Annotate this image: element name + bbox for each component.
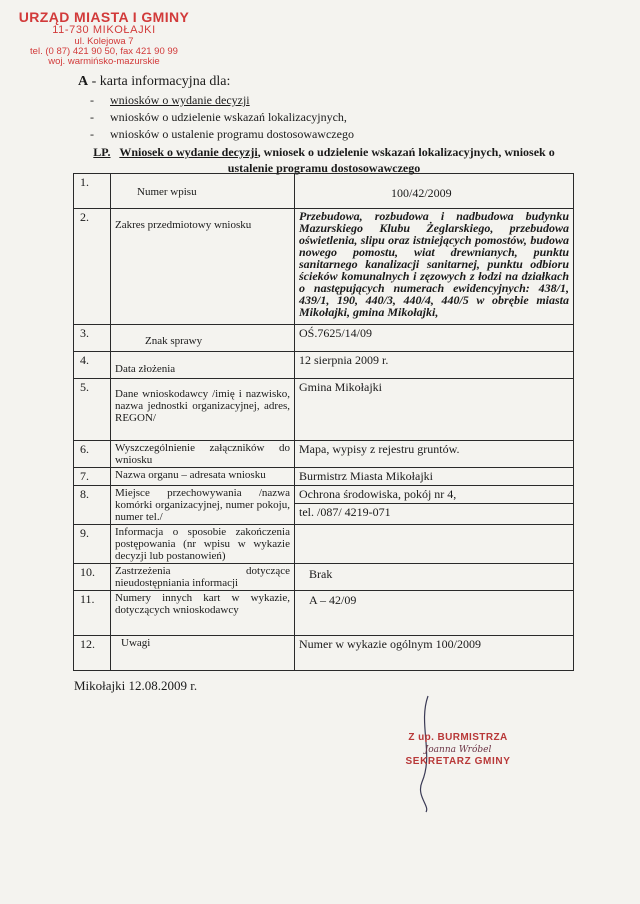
row-number: 6. xyxy=(74,441,111,468)
list-item: - wniosków o udzielenie wskazań lokalizacyjnych, xyxy=(90,109,354,126)
row-value: A – 42/09 xyxy=(295,591,574,636)
row-value: Brak xyxy=(295,564,574,591)
table-title xyxy=(74,144,574,176)
signature-stamp xyxy=(388,732,528,768)
list-item: - wniosków o wydanie decyzji xyxy=(90,92,354,109)
row-label: Nazwa organu – adresata wniosku xyxy=(111,468,295,486)
signature-title: SEKRETARZ GMINY xyxy=(405,755,511,767)
title-part-3: ustalenie programu dostosowawczego xyxy=(227,161,421,175)
row-value: Numer w wykazie ogólnym 100/2009 xyxy=(295,636,574,671)
card-heading-text: - karta informacyjna dla: xyxy=(91,74,231,89)
row-number: 11. xyxy=(74,591,111,636)
row-label: Zastrzeżenia dotyczące nieudostępniania informacji xyxy=(111,564,295,591)
card-type-list xyxy=(90,92,354,143)
row-number: 2. xyxy=(74,209,111,325)
row-number: 1. xyxy=(74,174,111,209)
table-row xyxy=(74,379,574,441)
card-heading xyxy=(78,74,230,90)
table-row xyxy=(74,564,574,591)
table-row xyxy=(74,486,574,525)
stamp-line-2: 11-730 MIKOŁAJKI xyxy=(52,24,156,37)
table-row xyxy=(74,352,574,379)
row-value xyxy=(295,525,574,564)
row-label: Numer wpisu xyxy=(111,174,295,209)
table-row xyxy=(74,325,574,352)
row-value: OŚ.7625/14/09 xyxy=(295,325,574,352)
signature-name: Joanna Wróbel xyxy=(424,744,492,755)
stamp-line-3: ul. Kolejowa 7 xyxy=(74,35,134,47)
row-value xyxy=(295,486,574,525)
row-label: Informacja o sposobie zakończenia postępowania (nr wpisu w wykazie decyzji lub postanowień) xyxy=(111,525,295,564)
row-value: Burmistrz Miasta Mikołajki xyxy=(295,468,574,486)
lp-label: LP. xyxy=(93,145,111,159)
table-row xyxy=(74,636,574,671)
row-value: Gmina Mikołajki xyxy=(295,379,574,441)
storage-location: Ochrona środowiska, pokój nr 4, xyxy=(295,486,573,504)
stamp-line-5: woj. warmińsko-mazurskie xyxy=(48,56,160,68)
stamp-line-1: URZĄD MIASTA I GMINY xyxy=(18,9,190,25)
table-row xyxy=(74,591,574,636)
list-item: - wniosków o ustalenie programu dostosowawczego xyxy=(90,126,354,143)
table-row xyxy=(74,441,574,468)
row-label: Znak sprawy xyxy=(111,325,295,352)
row-number: 3. xyxy=(74,325,111,352)
row-label: Miejsce przechowywania /nazwa komórki organizacyjnej, numer pokoju, numer tel./ xyxy=(111,486,295,525)
row-label: Data złożenia xyxy=(111,352,295,379)
table-row xyxy=(74,209,574,325)
row-label: Uwagi xyxy=(111,636,295,671)
table-row xyxy=(74,468,574,486)
title-part-1: Wniosek o wydanie decyzji xyxy=(119,145,258,159)
info-card-table xyxy=(73,173,574,671)
row-value: Przebudowa, rozbudowa i nadbudowa budynku Mazurskiego Klubu Żeglarskiego, przebudowa oświetlenia, slipu oraz istniejących pomostów, budowa nowego pomostu, wiat drewnianych, punktu sanitarnego kanalizacji sanitarnej, punktu odbioru ścieków komunalnych i zęzowych z łodzi na działkach o następujących numerach ewidencyjnych: 438/1, 439/1, 190, 440/3, 440/4, 440/5 w obrębie miasta Mikołajki, gmina Mikołajki, xyxy=(295,209,574,325)
row-label: Dane wnioskodawcy /imię i nazwisko, nazwa jednostki organizacyjnej, adres, REGON/ xyxy=(111,379,295,441)
row-value: 100/42/2009 xyxy=(295,174,574,209)
signature-line-1: Z up. BURMISTRZA xyxy=(408,732,508,743)
row-label: Numery innych kart w wykazie, dotyczących wnioskodawcy xyxy=(111,591,295,636)
row-label: Wyszczególnienie załączników do wniosku xyxy=(111,441,295,468)
row-label: Zakres przedmiotowy wniosku xyxy=(111,209,295,325)
table-row xyxy=(74,174,574,209)
row-value: Mapa, wypisy z rejestru gruntów. xyxy=(295,441,574,468)
row-number: 7. xyxy=(74,468,111,486)
row-number: 12. xyxy=(74,636,111,671)
place-and-date: Mikołajki 12.08.2009 r. xyxy=(74,678,198,693)
storage-phone: tel. /087/ 4219-071 xyxy=(299,505,391,519)
row-number: 9. xyxy=(74,525,111,564)
row-number: 8. xyxy=(74,486,111,525)
table-row xyxy=(74,525,574,564)
row-value: 12 sierpnia 2009 r. xyxy=(295,352,574,379)
title-part-2: , wniosek o udzielenie wskazań lokalizacyjnych, wniosek o xyxy=(257,145,555,159)
row-number: 5. xyxy=(74,379,111,441)
row-number: 10. xyxy=(74,564,111,591)
card-letter: A xyxy=(78,74,89,89)
office-stamp xyxy=(6,10,202,68)
row-number: 4. xyxy=(74,352,111,379)
stamp-line-4: tel. (0 87) 421 90 50, fax 421 90 99 xyxy=(30,46,178,58)
